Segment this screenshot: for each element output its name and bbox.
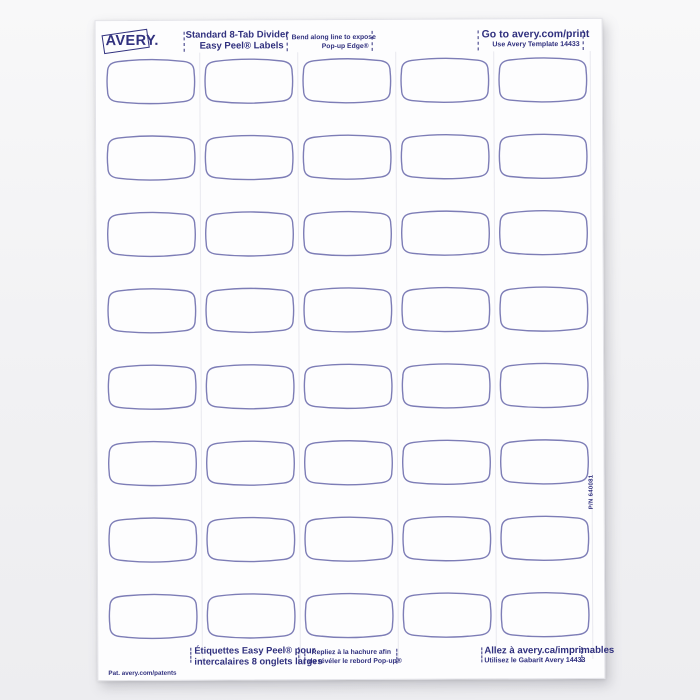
divider-label — [501, 516, 589, 560]
divider-label — [108, 212, 196, 256]
divider-label — [207, 594, 295, 638]
goto-url: Go to avery.com/print — [481, 27, 590, 41]
dashed-separator — [583, 30, 584, 50]
divider-label — [403, 517, 491, 561]
bend-instruction-line1: Bend along line to expose — [291, 33, 376, 42]
bend-instruction-line2: Pop-up Edge® — [321, 42, 369, 50]
template-number: Use Avery Template 14433 — [492, 40, 580, 49]
divider-label — [499, 134, 587, 178]
bend-instruction — [291, 33, 376, 51]
bend-instruction-fr-line2: de révéler le rebord Pop-up® — [308, 657, 402, 665]
divider-label — [107, 60, 195, 104]
product-title-line1: Standard 8-Tab Divider — [185, 29, 289, 41]
divider-label — [305, 593, 393, 637]
divider-label — [207, 517, 295, 561]
divider-label — [206, 288, 294, 332]
divider-label — [107, 136, 195, 180]
part-number: P/N 640081 — [588, 474, 595, 510]
divider-label — [501, 593, 589, 637]
cut-lines — [200, 51, 615, 661]
divider-label — [500, 211, 588, 255]
divider-label — [304, 288, 392, 332]
divider-label — [108, 365, 196, 409]
divider-label — [499, 58, 587, 102]
product-title-fr — [194, 645, 323, 667]
divider-label — [500, 363, 588, 407]
divider-label — [402, 287, 490, 331]
divider-label — [501, 440, 589, 484]
divider-label — [205, 59, 293, 103]
divider-label — [109, 594, 197, 638]
divider-label — [500, 287, 588, 331]
goto-url-fr: Allez à avery.ca/imprimables — [484, 644, 615, 657]
product-title-fr-line1: Étiquettes Easy Peel® pour — [194, 645, 316, 656]
divider-label — [305, 517, 393, 561]
dashed-separator — [581, 647, 582, 662]
label-grid — [96, 19, 615, 680]
dashed-separator — [298, 647, 299, 662]
dashed-separator — [184, 32, 185, 52]
divider-label — [305, 441, 393, 485]
divider-label — [303, 135, 391, 179]
product-title-fr-line2: intercalaires 8 onglets larges — [194, 656, 323, 667]
dashed-separator — [481, 647, 482, 662]
bend-instruction-fr-line1: Repliez à la hachure afin — [311, 648, 391, 657]
template-info — [481, 27, 590, 49]
divider-label — [206, 365, 294, 409]
divider-label — [304, 364, 392, 408]
divider-label — [205, 135, 293, 179]
dashed-separator — [396, 649, 397, 664]
divider-label — [109, 441, 197, 485]
dashed-separator — [190, 648, 191, 663]
divider-label — [401, 135, 489, 179]
divider-label — [402, 364, 490, 408]
divider-label — [402, 211, 490, 255]
avery-logo — [106, 30, 182, 54]
patent-note: Pat. avery.com/patents — [108, 669, 177, 678]
divider-label — [109, 518, 197, 562]
product-title-line2: Easy Peel® Labels — [199, 40, 284, 52]
dashed-separator — [478, 30, 479, 50]
divider-label — [401, 58, 489, 102]
template-info-fr — [484, 644, 615, 666]
bend-instruction-fr — [308, 648, 402, 666]
divider-label — [207, 441, 295, 485]
divider-label — [206, 212, 294, 256]
product-title — [185, 29, 289, 52]
divider-label — [108, 289, 196, 333]
template-number-fr: Utilisez le Gabarit Avery 14433 — [484, 656, 586, 665]
labels-group — [107, 58, 589, 639]
dashed-separator — [372, 31, 373, 51]
dashed-separator — [287, 31, 288, 51]
dashed-separator — [304, 649, 305, 664]
avery-logo-text: AVERY. — [105, 32, 159, 50]
divider-label — [304, 211, 392, 255]
divider-label — [403, 593, 491, 637]
divider-label — [303, 59, 391, 103]
label-sheet — [95, 18, 615, 681]
divider-label — [403, 440, 491, 484]
